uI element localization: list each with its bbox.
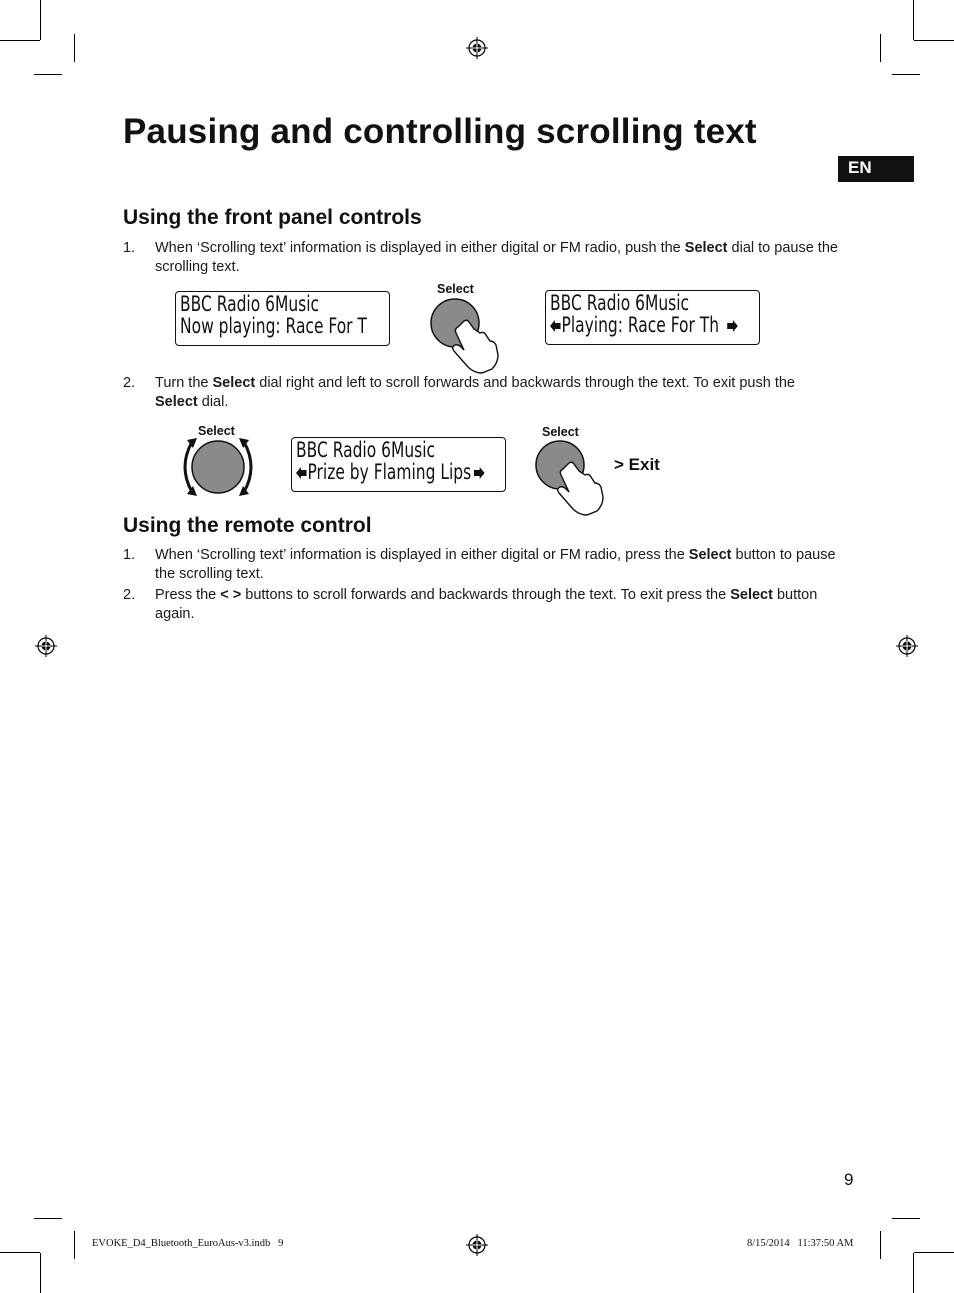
arrow-right-icon bbox=[727, 320, 738, 332]
crop-mark bbox=[34, 1218, 62, 1219]
step-text: Turn the Select dial right and left to scroll forwards and backwards through the text. To exit push the Select dial. bbox=[155, 375, 795, 410]
footer-file-name: EVOKE_D4_Bluetooth_EuroAus-v3.indb 9 bbox=[92, 1238, 284, 1249]
lcd-line-1: BBC Radio 6Music bbox=[180, 292, 320, 316]
footer-timestamp: 8/15/2014 11:37:50 AM bbox=[747, 1238, 854, 1249]
crop-mark bbox=[914, 1252, 954, 1253]
registration-mark-icon bbox=[466, 1234, 488, 1256]
arrow-right-icon bbox=[474, 467, 485, 479]
remote-step-2 bbox=[123, 586, 838, 624]
select-dial-rotate-icon bbox=[178, 436, 258, 498]
exit-label: > Exit bbox=[614, 455, 660, 474]
select-dial-push-icon bbox=[428, 297, 504, 375]
front-panel-step-1 bbox=[123, 239, 838, 277]
crop-mark bbox=[880, 34, 881, 62]
lcd-line-2: Prize by Flaming Lips bbox=[296, 461, 467, 483]
step-number: 2. bbox=[123, 375, 136, 391]
arrow-left-icon bbox=[550, 320, 561, 332]
lcd-display-scroll-2 bbox=[291, 437, 506, 492]
lcd-line-1: BBC Radio 6Music bbox=[550, 291, 690, 315]
front-panel-step-2 bbox=[123, 374, 838, 412]
lcd-line-1: BBC Radio 6Music bbox=[296, 438, 436, 462]
crop-mark bbox=[892, 74, 920, 75]
crop-mark bbox=[892, 1218, 920, 1219]
crop-mark bbox=[0, 1252, 40, 1253]
crop-mark bbox=[0, 40, 40, 41]
crop-mark bbox=[40, 0, 41, 40]
page-number: 9 bbox=[844, 1170, 854, 1189]
crop-mark bbox=[34, 74, 62, 75]
step-number: 1. bbox=[123, 547, 136, 563]
step-text: When ‘Scrolling text’ information is displayed in either digital or FM radio, press the Select button to pause the scrolling text. bbox=[155, 547, 836, 582]
lcd-display-paused bbox=[175, 291, 390, 346]
crop-mark bbox=[913, 0, 914, 40]
step-number: 1. bbox=[123, 240, 136, 256]
registration-mark-icon bbox=[466, 37, 488, 59]
language-tab: EN bbox=[838, 156, 914, 182]
select-label: Select bbox=[198, 424, 235, 438]
lcd-line-2: Playing: Race For Th bbox=[550, 314, 721, 336]
section-heading-front-panel: Using the front panel controls bbox=[123, 206, 422, 229]
step-text: Press the < > buttons to scroll forwards and backwards through the text. To exit press the Select button again. bbox=[155, 587, 818, 622]
crop-mark bbox=[880, 1231, 881, 1259]
lcd-line-2: Now playing: Race For T bbox=[180, 314, 367, 338]
section-heading-remote: Using the remote control bbox=[123, 514, 372, 537]
crop-mark bbox=[74, 1231, 75, 1259]
select-dial-push-icon bbox=[533, 439, 609, 517]
crop-mark bbox=[914, 40, 954, 41]
select-label: Select bbox=[437, 282, 474, 296]
remote-step-1 bbox=[123, 546, 838, 584]
lcd-display-scroll bbox=[545, 290, 760, 345]
select-label: Select bbox=[542, 425, 579, 439]
crop-mark bbox=[913, 1253, 914, 1293]
crop-mark bbox=[74, 34, 75, 62]
page-title: Pausing and controlling scrolling text bbox=[123, 112, 757, 151]
registration-mark-icon bbox=[35, 635, 57, 657]
arrow-left-icon bbox=[296, 467, 307, 479]
step-number: 2. bbox=[123, 587, 136, 603]
crop-mark bbox=[40, 1253, 41, 1293]
step-text: When ‘Scrolling text’ information is displayed in either digital or FM radio, push the Select dial to pause the scrolling text. bbox=[155, 240, 838, 275]
registration-mark-icon bbox=[896, 635, 918, 657]
